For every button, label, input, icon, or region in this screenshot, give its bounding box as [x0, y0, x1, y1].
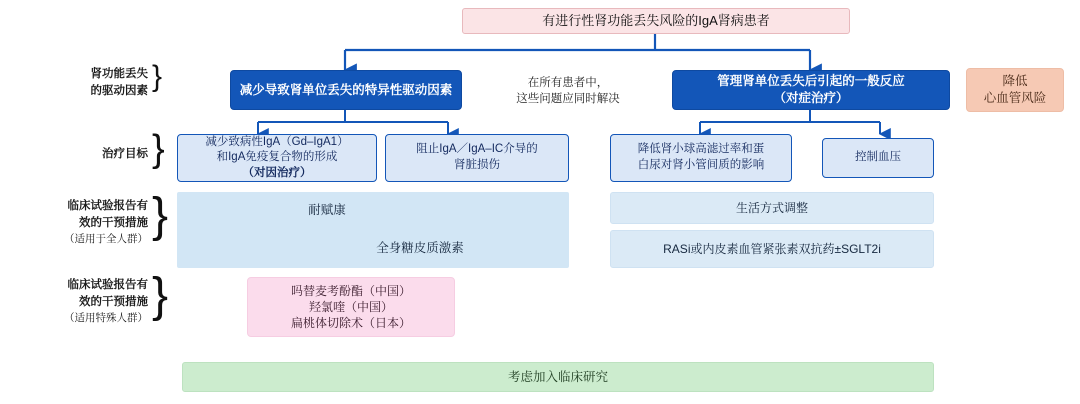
intervention-special-line1: 吗替麦考酚酯（中国）	[290, 283, 411, 298]
row-label-ig-line2: 效的干预措施	[79, 216, 148, 229]
goal-box-1	[177, 134, 377, 182]
goal-box-3	[610, 134, 792, 182]
nefecon-label: 耐赋康	[308, 203, 346, 217]
goal-box-1-line2: 和IgA免疫复合物的形成	[216, 151, 338, 164]
intervention-general-left-bottom-label	[270, 238, 570, 256]
footer-label: 考虑加入临床研究	[507, 369, 608, 384]
goal-box-2-line2: 肾脏损伤	[454, 159, 500, 171]
goal-box-3-line1: 降低肾小球高滤过率和蛋	[637, 143, 765, 156]
row-label-ig-line3: （适用于全人群）	[64, 233, 148, 246]
row-label-drivers-line1: 肾功能丢失	[90, 68, 148, 80]
row-label-goals	[48, 146, 148, 163]
brace-goals: }	[152, 128, 165, 170]
rasi-label: RASi或内皮素血管紧张素双抗药±SGLT2i	[663, 241, 881, 256]
goal-box-2	[385, 134, 569, 182]
steroid-label: 全身糖皮质激素	[376, 241, 464, 255]
lifestyle-label: 生活方式调整	[735, 200, 808, 215]
driver-box-cardiovascular	[966, 68, 1064, 112]
driver-box-general	[672, 70, 950, 110]
driver-box-specific	[230, 70, 462, 110]
row-label-interventions-general	[30, 198, 148, 248]
cv-risk-line1: 降低	[1002, 74, 1028, 89]
row-label-is-line3: （适用特殊人群）	[64, 312, 148, 325]
row-label-goals-line1: 治疗目标	[102, 148, 148, 160]
title-label: 有进行性肾功能丢失风险的IgA肾病患者	[542, 13, 770, 29]
footer-box	[182, 362, 934, 392]
goal-box-1-line3: （对因治疗）	[242, 166, 312, 179]
driver-middle-note-line1: 在所有患者中，	[527, 77, 609, 89]
brace-interventions-general: }	[152, 189, 169, 242]
driver-middle-note	[486, 75, 650, 107]
intervention-general-left-top-label	[177, 200, 477, 218]
cv-risk-line2: 心血管风险	[983, 91, 1047, 105]
goal-box-2-line1: 阻止IgA／IgA–IC介导的	[416, 143, 538, 156]
intervention-special-line3: 扁桃体切除术（日本）	[290, 316, 411, 331]
row-label-drivers	[48, 66, 148, 99]
goal-box-3-line2: 白尿对肾小管间质的影响	[637, 159, 765, 171]
intervention-special-box	[247, 277, 455, 337]
brace-interventions-special: }	[152, 269, 169, 322]
row-label-interventions-special	[30, 277, 148, 327]
row-label-is-line2: 效的干预措施	[79, 295, 148, 308]
driver-box-specific-label: 减少导致肾单位丢失的特异性驱动因素	[239, 82, 453, 97]
intervention-general-right-bottom	[610, 230, 934, 268]
intervention-general-right-top	[610, 192, 934, 224]
row-label-is-line1: 临床试验报告有	[67, 279, 148, 291]
goal-box-4-line1: 控制血压	[855, 151, 901, 164]
row-label-ig-line1: 临床试验报告有	[67, 200, 148, 212]
driver-middle-note-line2: 这些问题应同时解决	[516, 93, 620, 106]
driver-box-general-line2: （对症治疗）	[773, 91, 849, 105]
title-box	[462, 8, 850, 34]
row-label-drivers-line2: 的驱动因素	[90, 84, 148, 97]
intervention-special-line2: 羟氯喹（中国）	[308, 299, 393, 314]
goal-box-1-line1: 减少致病性IgA（Gd–IgA1）	[205, 135, 349, 148]
goal-box-4	[822, 138, 934, 178]
brace-drivers: }	[152, 60, 163, 93]
driver-box-general-line1: 管理肾单位丢失后引起的一般反应	[717, 74, 905, 89]
